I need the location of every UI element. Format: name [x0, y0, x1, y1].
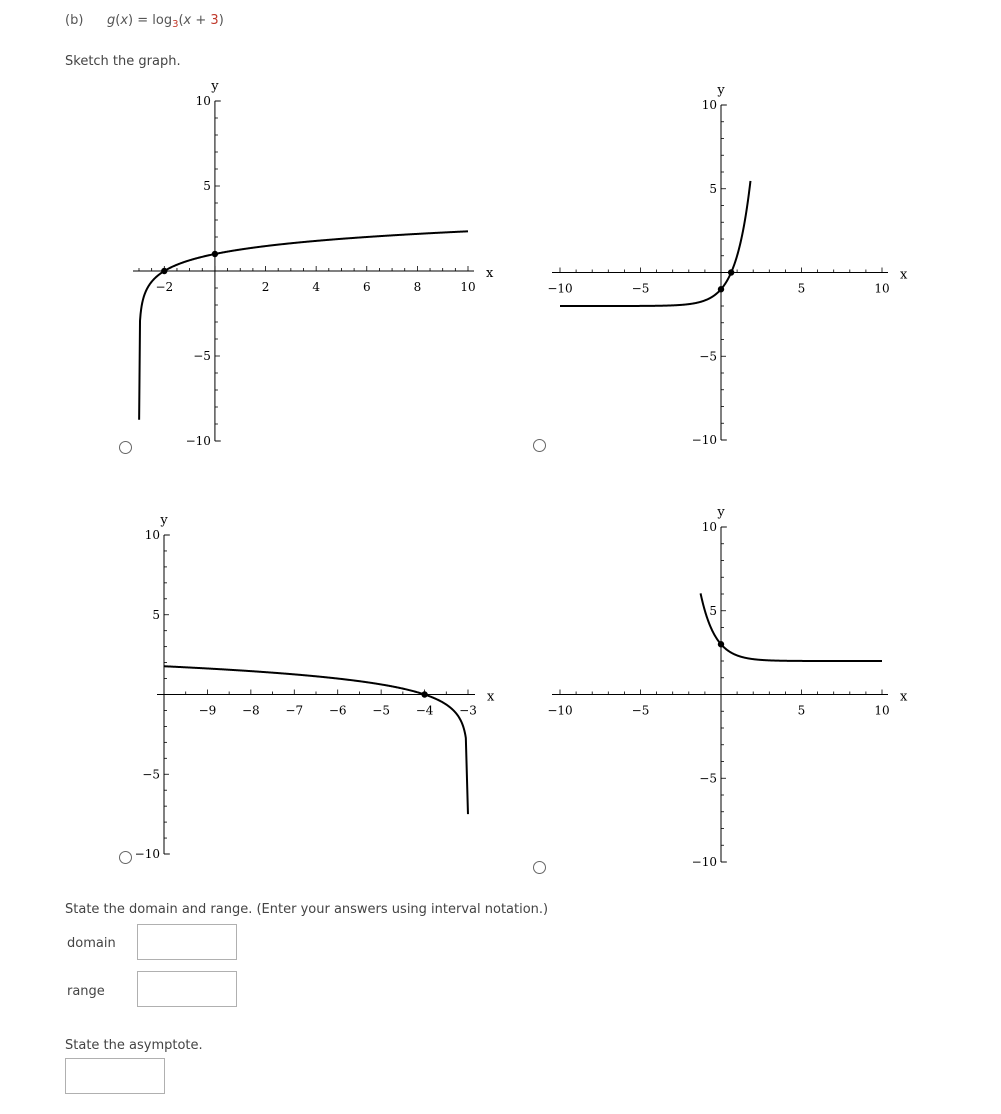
range-label: range: [67, 984, 105, 999]
x-tick-label: −8: [242, 703, 260, 718]
option-a-radio[interactable]: [119, 441, 132, 454]
key-point: [161, 268, 167, 274]
function-curve: [164, 666, 468, 814]
x-axis-label: x: [487, 689, 495, 705]
y-tick-label: 5: [709, 603, 717, 618]
y-tick-label: −5: [193, 349, 211, 363]
x-axis-label: x: [900, 267, 908, 283]
func-arg-var: x: [183, 13, 192, 28]
graph-option-d: [547, 505, 908, 869]
func-eq: ) = log: [128, 13, 173, 28]
sketch-prompt: Sketch the graph.: [65, 54, 181, 69]
key-point: [718, 641, 724, 647]
function-expression: $g(x) = \log_3(x + 3)$: [107, 13, 224, 30]
y-tick-label: 10: [701, 520, 717, 534]
domain-input[interactable]: [137, 924, 237, 960]
range-input[interactable]: [137, 971, 237, 1007]
y-tick-label: −10: [691, 855, 717, 869]
y-axis-label: y: [160, 513, 168, 528]
domain-range-prompt: State the domain and range. (Enter your answers using interval notation.): [65, 902, 549, 917]
x-tick-label: −5: [372, 703, 390, 718]
x-tick-label: −10: [547, 281, 573, 296]
x-tick-label: −10: [547, 703, 573, 718]
function-curve: [701, 593, 882, 661]
x-tick-label: −5: [631, 281, 650, 296]
func-close: ): [218, 13, 224, 28]
y-tick-label: −5: [699, 771, 717, 786]
y-axis-label: y: [717, 505, 725, 520]
x-tick-label: −3: [459, 703, 477, 718]
graph-option-a: [133, 79, 494, 448]
key-point: [421, 691, 427, 697]
func-open: (: [178, 13, 184, 28]
y-tick-label: −10: [185, 434, 211, 448]
x-tick-label: −9: [198, 703, 217, 718]
y-axis-label: y: [211, 79, 219, 94]
function-curve: [139, 231, 468, 419]
y-tick-label: 10: [195, 94, 211, 108]
x-tick-label: 10: [460, 280, 476, 294]
option-c-radio[interactable]: [119, 851, 132, 864]
y-tick-label: −5: [142, 767, 160, 782]
key-point: [728, 269, 734, 275]
x-tick-label: −2: [155, 280, 174, 294]
log-base: 3: [172, 19, 179, 30]
y-tick-label: 10: [701, 98, 717, 112]
x-tick-label: 10: [874, 281, 890, 296]
x-tick-label: 2: [261, 280, 270, 294]
x-axis-label: x: [900, 689, 908, 705]
graph-option-c: [135, 513, 495, 861]
func-plus: +: [191, 13, 211, 28]
x-tick-label: −4: [415, 703, 434, 718]
y-tick-label: −10: [691, 433, 717, 447]
y-axis-label: y: [717, 83, 725, 98]
func-const: 3: [210, 13, 219, 28]
asymptote-input[interactable]: [65, 1058, 165, 1094]
asymptote-prompt: State the asymptote.: [65, 1038, 203, 1053]
y-tick-label: −10: [134, 847, 160, 861]
option-d-radio[interactable]: [533, 861, 546, 874]
x-tick-label: 6: [362, 280, 371, 294]
y-tick-label: 5: [152, 607, 160, 622]
y-tick-label: 5: [203, 179, 211, 193]
x-tick-label: 8: [413, 280, 422, 294]
graph-option-b: [547, 83, 908, 447]
domain-label: domain: [67, 936, 116, 951]
func-name: g: [107, 13, 116, 28]
graphs-layer: [133, 79, 908, 869]
x-tick-label: 4: [312, 280, 320, 294]
x-tick-label: −6: [328, 703, 347, 718]
option-b-radio[interactable]: [533, 439, 546, 452]
x-tick-label: 10: [874, 703, 890, 718]
x-tick-label: −7: [285, 703, 304, 718]
x-tick-label: 5: [797, 281, 806, 296]
x-axis-label: x: [486, 266, 494, 281]
x-tick-label: −5: [631, 703, 650, 718]
key-point: [212, 251, 218, 257]
part-label: (b): [65, 13, 84, 28]
key-point: [718, 286, 724, 292]
y-tick-label: 10: [144, 528, 160, 542]
y-tick-label: 5: [709, 181, 717, 196]
x-tick-label: 5: [797, 703, 806, 718]
y-tick-label: −5: [699, 349, 717, 364]
func-var: x: [120, 13, 129, 28]
